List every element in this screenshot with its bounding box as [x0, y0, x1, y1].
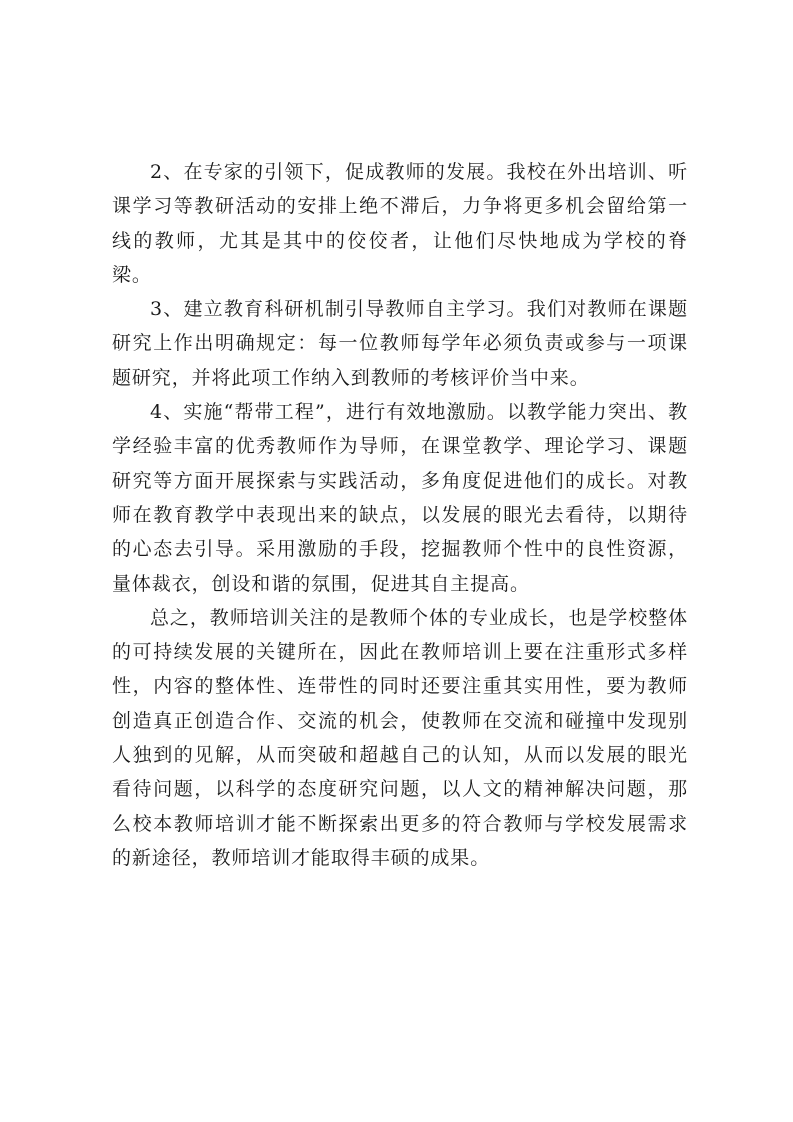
document-body: [112, 155, 688, 875]
paragraph-research-mechanism: 3、建立教育科研机制引导教师自主学习。我们对教师在课题研究上作出明确规定：每一位教师每学年必须负责或参与一项课题研究，并将此项工作纳入到教师的考核评价当中来。: [112, 298, 688, 389]
paragraph-mentoring-by-experts: 2、在专家的引领下，促成教师的发展。我校在外出培训、听课学习等教研活动的安排上绝不滞后，力争将更多机会留给第一线的教师，尤其是其中的佼佼者，让他们尽快地成为学校的脊梁。: [112, 161, 688, 286]
paragraph-conclusion: 总之，教师培训关注的是教师个体的专业成长，也是学校整体的可持续发展的关键所在，因此在教师培训上要在注重形式多样性，内容的整体性、连带性的同时还要注重其实用性，要为教师创造真正创造合作、交流的机会，使教师在交流和碰撞中发现别人独到的见解，从而突破和超越自己的认知，从而以发展的眼光看待问题，以科学的态度研究问题，以人文的精神解决问题，那么校本教师培训才能不断探索出更多的符合教师与学校发展需求的新途径，教师培训才能取得丰硕的成果。: [112, 606, 688, 869]
paragraph-mentoring-program: 4、实施“帮带工程”，进行有效地激励。以教学能力突出、教学经验丰富的优秀教师作为导师，在课堂教学、理论学习、课题研究等方面开展探索与实践活动，多角度促进他们的成长。对教师在教育教学中表现出来的缺点，以发展的眼光去看待，以期待的心态去引导。采用激励的手段，挖掘教师个性中的良性资源，量体裁衣，创设和谐的氛围，促进其自主提高。: [112, 401, 688, 595]
